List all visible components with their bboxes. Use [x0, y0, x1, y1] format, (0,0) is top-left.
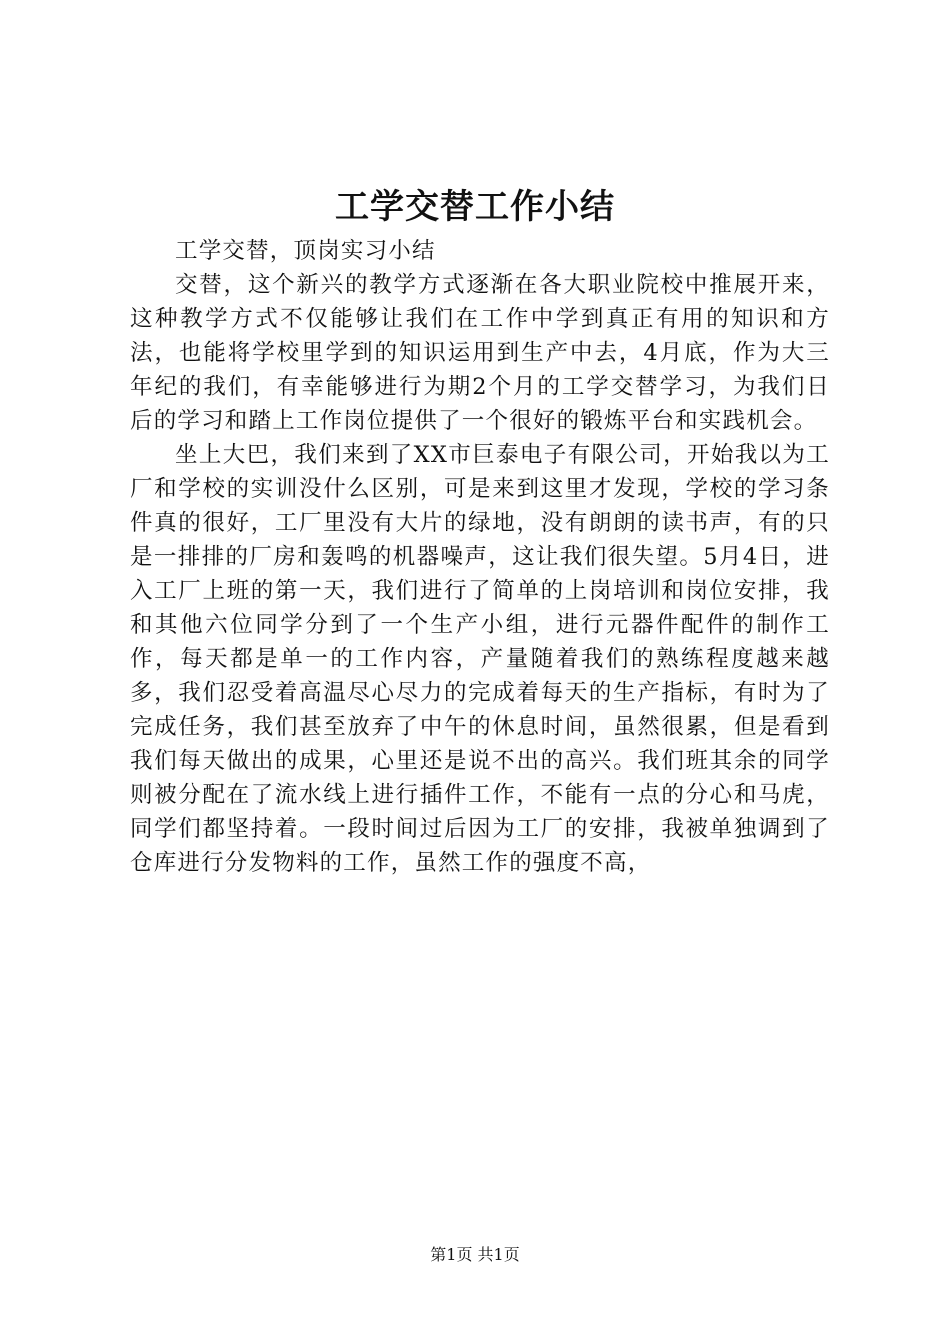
document-body — [130, 234, 830, 880]
document-subtitle: 工学交替，顶岗实习小结 — [175, 238, 436, 264]
document-title: 工学交替工作小结 — [335, 187, 615, 227]
page-footer: 第1页 共1页 — [430, 1245, 520, 1264]
body-paragraph: 坐上大巴，我们来到了XX市巨泰电子有限公司，开始我以为工厂和学校的实训没什么区别，可是来到这里才发现，学校的学习条件真的很好，工厂里没有大片的绿地，没有朗朗的读书声，有的只是一排排的厂房和轰鸣的机器噪声，这让我们很失望。5月4日，进入工厂上班的第一天，我们进行了简单的上岗培训和岗位安排，我和其他六位同学分到了一个生产小组，进行元器件配件的制作工作，每天都是单一的工作内容，产量随着我们的熟练程度越来越多，我们忍受着高温尽心尽力的完成着每天的生产指标，有时为了完成任务，我们甚至放弃了中午的休息时间，虽然很累，但是看到我们每天做出的成果，心里还是说不出的高兴。我们班其余的同学则被分配在了流水线上进行插件工作，不能有一点的分心和马虎，同学们都坚持着。一段时间过后因为工厂的安排，我被单独调到了仓库进行分发物料的工作，虽然工作的强度不高， — [130, 442, 830, 876]
body-paragraph: 交替，这个新兴的教学方式逐渐在各大职业院校中推展开来，这种教学方式不仅能够让我们在工作中学到真正有用的知识和方法，也能将学校里学到的知识运用到生产中去，4月底，作为大三年纪的我们，有幸能够进行为期2个月的工学交替学习，为我们日后的学习和踏上工作岗位提供了一个很好的锻炼平台和实践机会。 — [130, 272, 830, 434]
